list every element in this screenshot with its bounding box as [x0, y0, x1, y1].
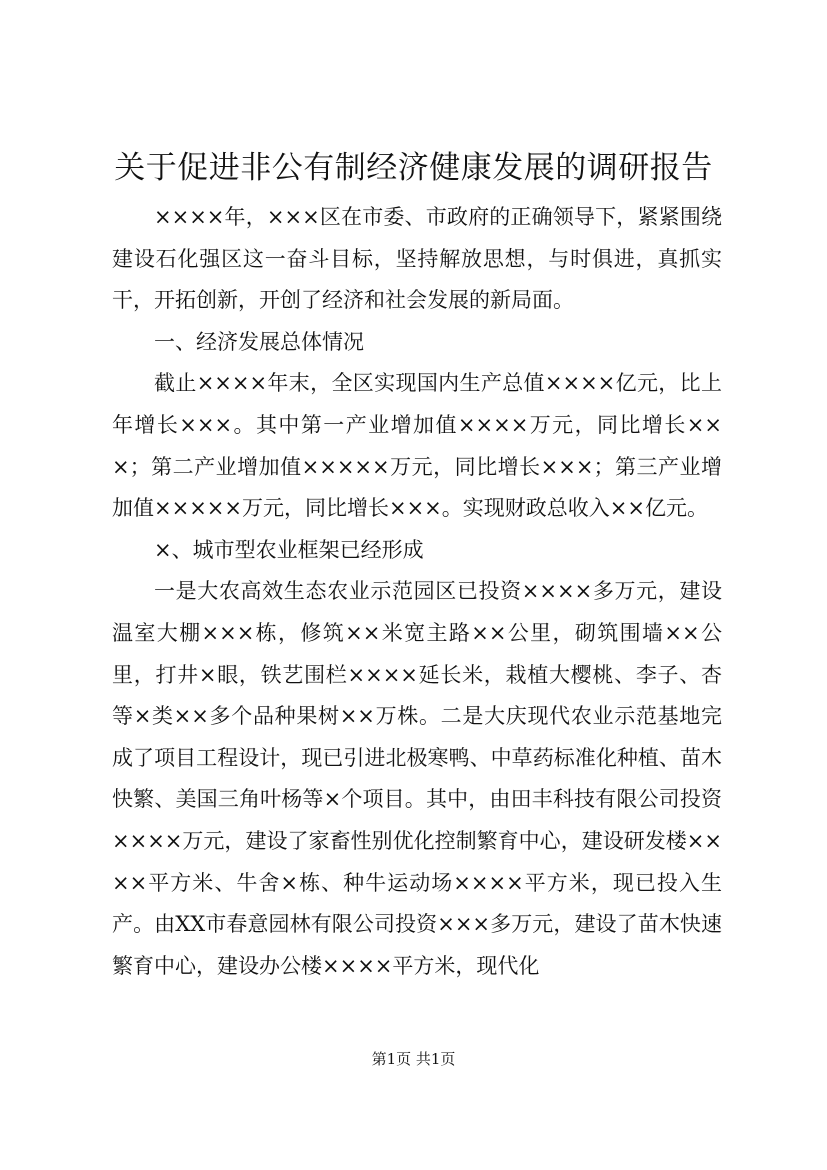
section-heading-economy: 一、经济发展总体情况	[154, 329, 364, 354]
document-body	[112, 197, 722, 987]
document-title: 关于促进非公有制经济健康发展的调研报告	[114, 150, 713, 186]
economy-paragraph: 截止××××年末，全区实现国内生产总值××××亿元，比上年增长×××。其中第一产业增加值××××万元，同比增长×××；第二产业增加值×××××万元，同比增长×××；第三产业增加值×××××万元，同比增长×××。实现财政总收入××亿元。	[112, 371, 722, 521]
intro-paragraph: ××××年，×××区在市委、市政府的正确领导下，紧紧围绕建设石化强区这一奋斗目标，坚持解放思想，与时俱进，真抓实干，开拓创新，开创了经济和社会发展的新局面。	[112, 205, 722, 313]
page-footer: 第1页 共1页	[371, 1050, 456, 1068]
agriculture-paragraph: 一是大农高效生态农业示范园区已投资××××多万元，建设温室大棚×××栋，修筑××米宽主路××公里，砌筑围墙××公里，打井×眼，铁艺围栏××××延长米，栽植大樱桃、李子、杏等×类××多个品种果树××万株。二是大庆现代农业示范基地完成了项目工程设计，现已引进北极寒鸭、中草药标准化种植、苗木快繁、美国三角叶杨等×个项目。其中，由田丰科技有限公司投资××××万元，建设了家畜性别优化控制繁育中心，建设研发楼××××平方米、牛舍×栋、种牛运动场××××平方米，现已投入生产。由XX市春意园林有限公司投资×××多万元，建设了苗木快速繁育中心，建设办公楼××××平方米，现代化	[112, 579, 722, 978]
section-heading-agriculture: ×、城市型农业框架已经形成	[154, 537, 424, 562]
